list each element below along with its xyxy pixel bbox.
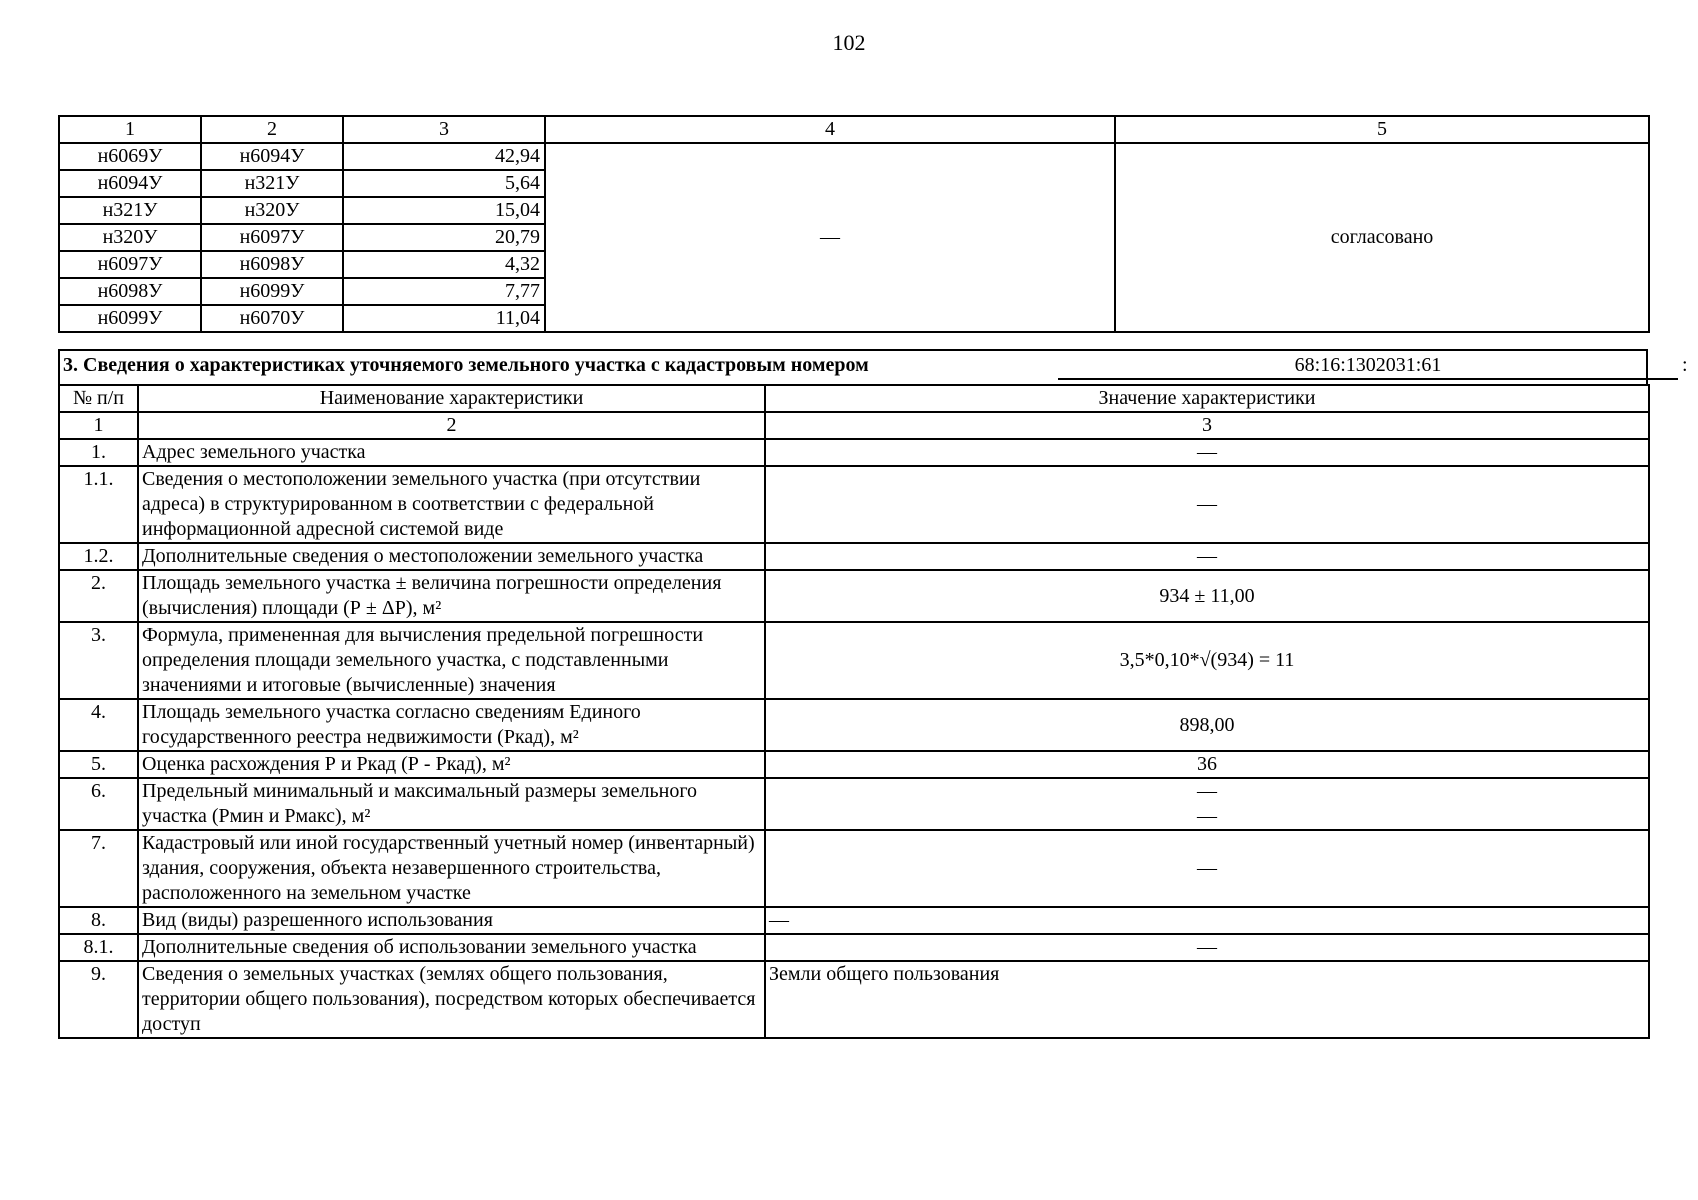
characteristic-name: Дополнительные сведения о местоположении земельного участка (138, 543, 765, 570)
column-header: 1 (59, 116, 201, 143)
table-row (59, 830, 1649, 907)
point-from: н6099У (59, 305, 201, 332)
characteristic-value: 3,5*0,10*√(934) = 11 (765, 622, 1649, 699)
point-to: н6094У (201, 143, 343, 170)
section-title: 3. Сведения о характеристиках уточняемого земельного участка с кадастровым номером (63, 354, 869, 376)
row-number: 1.1. (59, 466, 138, 543)
column-header-value: Значение характеристики (765, 385, 1649, 412)
segment-length: 15,04 (343, 197, 545, 224)
row-number: 1.2. (59, 543, 138, 570)
cadastral-number: 68:16:1302031:61 (1058, 353, 1678, 380)
segment-length: 7,77 (343, 278, 545, 305)
characteristic-name: Адрес земельного участка (138, 439, 765, 466)
table-row (59, 778, 1649, 830)
column-header-name: Наименование характеристики (138, 385, 765, 412)
row-number: 5. (59, 751, 138, 778)
table-row (59, 570, 1649, 622)
characteristic-value: — (765, 934, 1649, 961)
row-number: 8.1. (59, 934, 138, 961)
point-to: н6098У (201, 251, 343, 278)
point-to: н321У (201, 170, 343, 197)
column-header: 3 (343, 116, 545, 143)
table-row (59, 439, 1649, 466)
table-row (59, 961, 1649, 1038)
row-number: 6. (59, 778, 138, 830)
point-from: н6069У (59, 143, 201, 170)
characteristic-name: Сведения о местоположении земельного участка (при отсутствии адреса) в структурированном в соответствии с федеральной информационной адресной системой виде (138, 466, 765, 543)
section-header (58, 349, 1688, 386)
characteristic-name: Сведения о земельных участках (землях общего пользования, территории общего пользования), посредством которых обеспечивается доступ (138, 961, 765, 1038)
characteristic-name: Площадь земельного участка ± величина погрешности определения (вычисления) площади (Р ± ΔР), м² (138, 570, 765, 622)
table-row (59, 907, 1649, 934)
characteristic-value: — (765, 907, 1649, 934)
segment-length: 11,04 (343, 305, 545, 332)
point-to: н6070У (201, 305, 343, 332)
segment-length: 42,94 (343, 143, 545, 170)
table-header-row (59, 116, 1649, 143)
segment-length: 20,79 (343, 224, 545, 251)
characteristic-value: — (765, 543, 1649, 570)
column-index: 1 (59, 412, 138, 439)
point-from: н321У (59, 197, 201, 224)
table-header-row (59, 385, 1649, 412)
boundary-table (58, 115, 1650, 333)
column-header: 4 (545, 116, 1115, 143)
min-size-value: — (1197, 780, 1217, 802)
table-row (59, 543, 1649, 570)
column-index: 3 (765, 412, 1649, 439)
point-from: н6094У (59, 170, 201, 197)
table-row (59, 622, 1649, 699)
characteristic-value: — (765, 830, 1649, 907)
row-number: 3. (59, 622, 138, 699)
row-number: 9. (59, 961, 138, 1038)
segment-length: 4,32 (343, 251, 545, 278)
table-index-row (59, 412, 1649, 439)
column-header-number: № п/п (59, 385, 138, 412)
table-row (59, 699, 1649, 751)
table-row (59, 751, 1649, 778)
row-number: 4. (59, 699, 138, 751)
table-row (59, 466, 1649, 543)
section-colon: : (1682, 354, 1688, 376)
point-to: н320У (201, 197, 343, 224)
point-from: н6098У (59, 278, 201, 305)
row-number: 1. (59, 439, 138, 466)
characteristic-name: Кадастровый или иной государственный учетный номер (инвентарный) здания, сооружения, объекта незавершенного строительства, расположенного на земельном участке (138, 830, 765, 907)
column-header: 5 (1115, 116, 1649, 143)
point-to: н6099У (201, 278, 343, 305)
characteristic-value: Земли общего пользования (765, 961, 1649, 1038)
characteristic-name: Площадь земельного участка согласно сведениям Единого государственного реестра недвижимости (Ркад), м² (138, 699, 765, 751)
characteristic-value (765, 778, 1649, 830)
characteristic-value: 36 (765, 751, 1649, 778)
row-number: 8. (59, 907, 138, 934)
characteristic-name: Формула, примененная для вычисления предельной погрешности определения площади земельного участка, с подставленными значениями и итоговые (вычисленные) значения (138, 622, 765, 699)
row-number: 7. (59, 830, 138, 907)
characteristic-value: — (765, 466, 1649, 543)
table-row (59, 934, 1649, 961)
characteristic-name: Оценка расхождения Р и Ркад (Р - Ркад), м² (138, 751, 765, 778)
point-from: н320У (59, 224, 201, 251)
characteristic-value: 934 ± 11,00 (765, 570, 1649, 622)
characteristic-value: 898,00 (765, 699, 1649, 751)
table-row (59, 143, 1649, 170)
characteristics-table (58, 384, 1650, 1039)
characteristic-name: Вид (виды) разрешенного использования (138, 907, 765, 934)
approval-status: согласовано (1115, 143, 1649, 332)
point-from: н6097У (59, 251, 201, 278)
row-number: 2. (59, 570, 138, 622)
column-index: 2 (138, 412, 765, 439)
characteristic-value: — (765, 439, 1649, 466)
column-header: 2 (201, 116, 343, 143)
column4-value: — (545, 143, 1115, 332)
segment-length: 5,64 (343, 170, 545, 197)
characteristic-name: Предельный минимальный и максимальный размеры земельного участка (Рмин и Рмакс), м² (138, 778, 765, 830)
point-to: н6097У (201, 224, 343, 251)
max-size-value: — (1197, 805, 1217, 827)
characteristic-name: Дополнительные сведения об использовании земельного участка (138, 934, 765, 961)
page-number: 102 (832, 30, 866, 55)
